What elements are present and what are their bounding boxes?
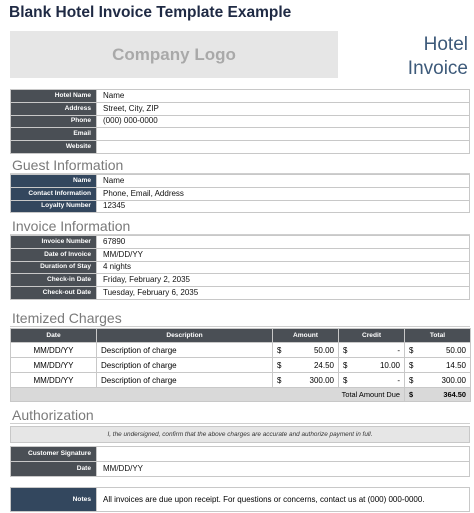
charge-credit-cell[interactable]: [339, 373, 405, 388]
currency-symbol: $: [409, 360, 414, 370]
table-row: [11, 343, 471, 358]
charge-amount-value: 24.50: [313, 360, 334, 370]
guest-row: [11, 187, 470, 200]
invoice-row: [11, 248, 470, 261]
company-logo-text: Company Logo: [112, 44, 236, 64]
currency-symbol: $: [343, 375, 348, 385]
address-label: Address: [11, 102, 97, 115]
date-of-invoice-label: Date of Invoice: [11, 248, 97, 261]
email-field[interactable]: [97, 128, 470, 141]
authorization-date-label: Date: [11, 462, 97, 477]
charge-total-value: 300.00: [441, 375, 466, 385]
duration-of-stay-label: Duration of Stay: [11, 261, 97, 274]
total-amount-due-value: 364.50: [443, 390, 466, 399]
invoice-number-field[interactable]: 67890: [97, 236, 470, 249]
guest-information-heading: Guest Information: [12, 157, 124, 173]
charge-total-value: 50.00: [445, 345, 466, 355]
invoice-number-label: Invoice Number: [11, 236, 97, 249]
total-amount-due-cell: [405, 388, 471, 402]
charge-credit-value: -: [397, 375, 400, 385]
check-out-date-label: Check-out Date: [11, 287, 97, 300]
table-row: [11, 373, 471, 388]
check-in-date-field[interactable]: Friday, February 2, 2035: [97, 274, 470, 287]
invoice-row: [11, 236, 470, 249]
charge-description-cell[interactable]: Description of charge: [97, 343, 273, 358]
duration-of-stay-field[interactable]: 4 nights: [97, 261, 470, 274]
authorization-table: [10, 446, 470, 477]
guest-row: [11, 200, 470, 213]
guest-info-table: [10, 174, 470, 213]
currency-symbol: $: [409, 375, 414, 385]
invoice-heading-line2: Invoice: [407, 58, 468, 79]
hotel-row: [11, 115, 470, 128]
check-in-date-label: Check-in Date: [11, 274, 97, 287]
loyalty-number-label: Loyalty Number: [11, 200, 97, 213]
column-header-amount: Amount: [273, 329, 339, 343]
table-row: [11, 358, 471, 373]
hotel-info-table: [10, 89, 470, 154]
authorization-heading: Authorization: [12, 407, 94, 423]
section-divider: [10, 326, 470, 327]
charge-amount-value: 50.00: [313, 345, 334, 355]
loyalty-number-field[interactable]: 12345: [97, 200, 470, 213]
currency-symbol: $: [277, 375, 282, 385]
guest-name-field[interactable]: Name: [97, 175, 470, 188]
hotel-row: [11, 90, 470, 103]
charge-description-cell[interactable]: Description of charge: [97, 373, 273, 388]
contact-information-label: Contact Information: [11, 187, 97, 200]
charge-total-cell: [405, 373, 471, 388]
date-of-invoice-field[interactable]: MM/DD/YY: [97, 248, 470, 261]
charge-amount-cell[interactable]: [273, 373, 339, 388]
hotel-name-field[interactable]: Name: [97, 90, 470, 103]
column-header-description: Description: [97, 329, 273, 343]
invoice-row: [11, 287, 470, 300]
hotel-name-label: Hotel Name: [11, 90, 97, 103]
contact-information-field[interactable]: Phone, Email, Address: [97, 187, 470, 200]
charge-date-cell[interactable]: MM/DD/YY: [11, 373, 97, 388]
customer-signature-field[interactable]: [97, 447, 470, 462]
invoice-row: [11, 261, 470, 274]
currency-symbol: $: [277, 360, 282, 370]
itemized-charges-heading: Itemized Charges: [12, 310, 122, 326]
invoice-info-table: [10, 235, 470, 300]
guest-name-label: Name: [11, 175, 97, 188]
notes-label: Notes: [11, 488, 97, 512]
charge-credit-value: -: [397, 345, 400, 355]
column-header-credit: Credit: [339, 329, 405, 343]
total-row: [11, 388, 471, 402]
authorization-date-field[interactable]: MM/DD/YY: [97, 462, 470, 477]
charge-credit-value: 10.00: [379, 360, 400, 370]
charge-amount-cell[interactable]: [273, 358, 339, 373]
charge-date-cell[interactable]: MM/DD/YY: [11, 358, 97, 373]
charge-date-cell[interactable]: MM/DD/YY: [11, 343, 97, 358]
currency-symbol: $: [409, 390, 414, 399]
currency-symbol: $: [409, 345, 414, 355]
column-header-total: Total: [405, 329, 471, 343]
hotel-row: [11, 102, 470, 115]
itemized-charges-table: [10, 328, 471, 402]
address-field[interactable]: Street, City, ZIP: [97, 102, 470, 115]
website-label: Website: [11, 141, 97, 154]
guest-row: [11, 175, 470, 188]
check-out-date-field[interactable]: Tuesday, February 6, 2035: [97, 287, 470, 300]
company-logo-placeholder: [10, 31, 338, 78]
customer-signature-label: Customer Signature: [11, 447, 97, 462]
invoice-heading-line1: Hotel: [423, 34, 468, 55]
website-field[interactable]: [97, 141, 470, 154]
authorization-row: [11, 447, 470, 462]
notes-row: [11, 488, 470, 512]
charges-header-row: [11, 329, 471, 343]
charge-total-cell: [405, 358, 471, 373]
section-divider: [10, 423, 470, 424]
charge-total-value: 14.50: [445, 360, 466, 370]
charge-description-cell[interactable]: Description of charge: [97, 358, 273, 373]
charge-amount-cell[interactable]: [273, 343, 339, 358]
invoice-information-heading: Invoice Information: [12, 218, 131, 234]
charge-credit-cell[interactable]: [339, 358, 405, 373]
hotel-row: [11, 141, 470, 154]
notes-table: [10, 487, 470, 512]
authorization-row: [11, 462, 470, 477]
invoice-heading: [408, 33, 468, 81]
charge-total-cell: [405, 343, 471, 358]
notes-field[interactable]: All invoices are due upon receipt. For questions or concerns, contact us at (000) 000-0000.: [97, 488, 470, 512]
page-title: Blank Hotel Invoice Template Example: [9, 4, 292, 21]
phone-field[interactable]: (000) 000-0000: [97, 115, 470, 128]
currency-symbol: $: [277, 345, 282, 355]
charge-credit-cell[interactable]: [339, 343, 405, 358]
phone-label: Phone: [11, 115, 97, 128]
currency-symbol: $: [343, 360, 348, 370]
authorization-statement: I, the undersigned, confirm that the above charges are accurate and authorize payment in full.: [10, 426, 470, 443]
hotel-row: [11, 128, 470, 141]
currency-symbol: $: [343, 345, 348, 355]
column-header-date: Date: [11, 329, 97, 343]
invoice-row: [11, 274, 470, 287]
charge-amount-value: 300.00: [309, 375, 334, 385]
email-label: Email: [11, 128, 97, 141]
total-amount-due-label: Total Amount Due: [11, 388, 405, 402]
